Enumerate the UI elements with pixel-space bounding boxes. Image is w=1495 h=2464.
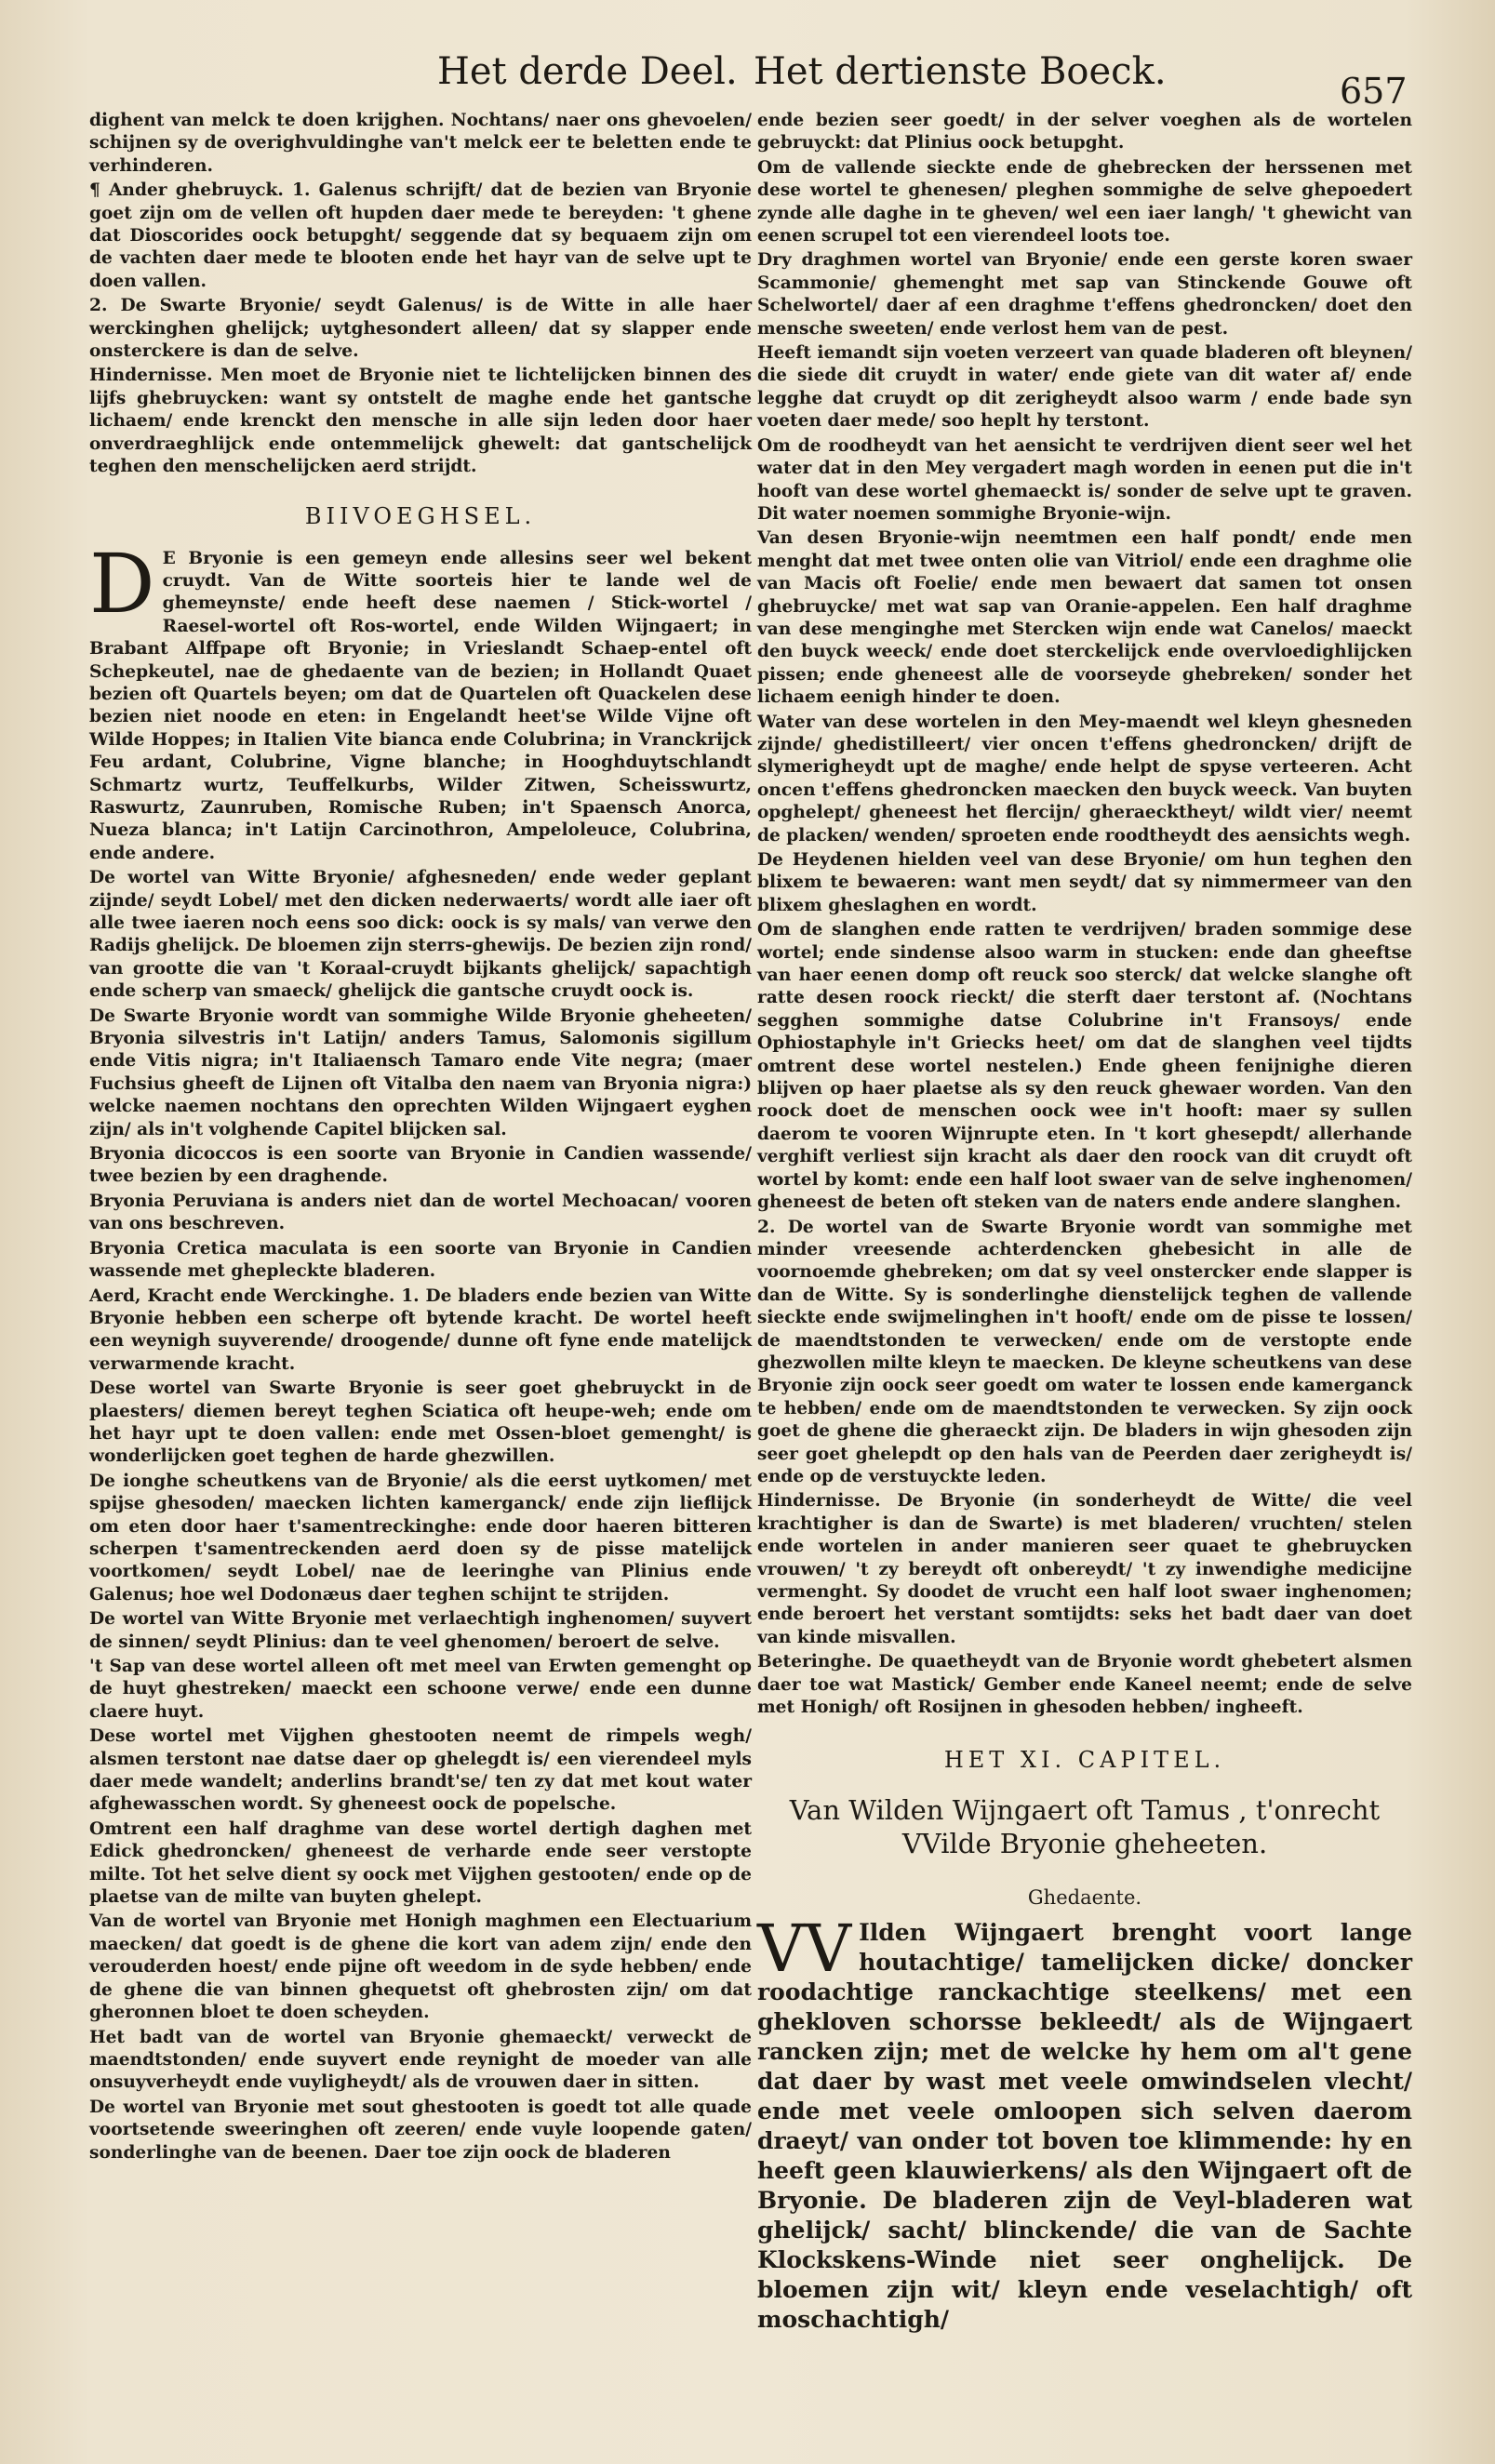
paragraph: Hindernisse. De Bryonie (in sonderheydt de Witte/ die veel krachtigher is dan de Swarte) is met bladeren/ vruchten/ stelen ende wortelen in ander manieren seer quaet te ghebruycken vrouwen/ 't zy bereydt oft onbereydt/ 't zy inwendighe medicijne vermenght. Sy doodet de vrucht een half loot swaer inghenomen; ende beroert het verstant somtijdts: seks het badt daer van doet van kinde misvallen. — [757, 1491, 1412, 1647]
paragraph: Aerd, Kracht ende Werckinghe. 1. De bladers ende bezien van Witte Bryonie hebben een scherpe oft bytende kracht. De wortel heeft een weynigh suyverende/ droogende/ dunne oft fyne ende matelijck verwarmende kracht. — [89, 1285, 752, 1374]
chapter-heading: HET XI. CAPITEL. — [943, 1747, 1226, 1774]
paragraph: De wortel van Bryonie met sout ghestooten is goedt tot alle quade voortsetende sweeringhen oft zeeren/ ende vuyle loopende gaten/ sonderlinghe van de beenen. Daer toe zijn oock de bladeren — [89, 2097, 752, 2163]
paragraph: 2. De wortel van de Swarte Bryonie wordt van sommighe met minder vreesende achterdencken ghebesicht in alle de voornoemde ghebreken; om dat sy veel onstercker ende slapper is dan de Witte. Sy is sonderlinghe dienstelijck teghen de vallende sieckte ende swijmelinghen in't hooft/ ende om de pisse te lossen/ de maendtstonden te verwecken/ ende om de verstopte ende ghezwollen milte kleyn te maecken. De kleyne scheutkens van dese Bryonie zijn oock seer goedt om water te lossen ende kamerganck te hebben/ ende om de maendtstonden te verwecken. Sy zijn oock goet de ghene die gheraeckt zijn. De bladers in wijn ghesoden zijn seer goet ghelepdt op den hals van de Peerden daer zerigheydt is/ ende op de verstuyckte leden. — [757, 1217, 1412, 1486]
paragraph: De Swarte Bryonie wordt van sommighe Wilde Bryonie gheheeten/ Bryonia silvestris in't Latijn/ anders Tamus, Salomonis sigillum ende Vitis nigra; in't Italiaensch Tamaro ende Vite negra; (maer Fuchsius gheeft de Lijnen oft Vitalba den naem van Bryonia nigra:) welcke naemen nochtans den oprechten Wilden Wijngaert eyghen zijn/ als in't volghende Capitel blijcken sal. — [89, 1006, 752, 1139]
section-subheading: Ghedaente. — [1027, 1886, 1142, 1910]
paragraph: 2. De Swarte Bryonie/ seydt Galenus/ is de Witte in alle haer werckinghen ghelijck; uytghesondert alleen/ dat sy slapper ende onsterckere is dan de selve. — [89, 296, 752, 362]
paragraph: Dese wortel met Vijghen ghestooten neemt de rimpels wegh/ alsmen terstont nae datse daer op ghelegdt is/ een vierendeel myls daer mede wandelt; anderlins brandt'se/ ten zy dat met kout water afghewasschen wordt. Sy gheneest oock de popelsche. — [89, 1726, 752, 1815]
paragraph: Dese wortel van Swarte Bryonie is seer goet ghebruyckt in de plaesters/ diemen bereyt teghen Sciatica oft heupe-weh; ende om het hayr upt te doen vallen: ende met Ossen-bloet gemenght/ is wonderlijcken goet teghen de harde ghezwillen. — [89, 1379, 752, 1467]
paragraph: Dry draghmen wortel van Bryonie/ ende een gerste koren swaer Scammonie/ ghemenght met sap van Stinckende Gouwe oft Schelwortel/ daer af een draghme t'effens ghedroncken/ doet den mensche sweeten/ ende verlost hem van de pest. — [757, 250, 1412, 339]
paragraph: Heeft iemandt sijn voeten verzeert van quade bladeren oft bleynen/ die siede dit cruydt in water/ ende giete van dit water af/ ende legghe dat cruydt op dit zerigheydt alsoo warm / ende bade syn voeten daer mede/ soo heplt hy terstont. — [757, 343, 1412, 432]
paragraph: Beteringhe. De quaetheydt van de Bryonie wordt ghebetert alsmen daer toe wat Mastick/ Gember ende Kaneel neemt; ende de selve met Honigh/ oft Rosijnen in ghesoden hebben/ ingheeft. — [757, 1652, 1412, 1718]
paragraph: dighent van melck te doen krijghen. Nochtans/ naer ons ghevoelen/ schijnen sy de overighvuldinghe van't melck eer te beletten ende te verhinderen. — [89, 111, 752, 176]
paragraph-text: E Bryonie is een gemeyn ende allesins seer wel bekent cruydt. Van de Witte soorteis hier te lande wel de ghemeynste/ ende heeft dese naemen / Stick-wortel / Raesel-wortel oft Ros-wortel, ende Wilden Wijngaert; in Brabant Alffpape oft Bryonie; in Vrieslandt Schaep-entel oft Schepkeutel, nae de ghedaente van de bezien; in Hollandt Quaet bezien oft Quartels beyen; om dat de Quartelen oft Quackelen dese bezien niet noode en eten: in Engelandt heet'se Wilde Vijne oft Wilde Hoppes; in Italien Vite bianca ende Colubrina; in Vranckrijck Feu ardant, Colubrine, Vigne blanche; in Hooghduytschlandt Schmartz wurtz, Teuffelkurbs, Wilder Zitwen, Scheisswurtz, Raswurtz, Zaunruben, Romische Ruben; in't Spaensch Anorca, Nueza blanca; in't Latijn Carcinothron, Ampeloleuce, Colubrina, ende andere. — [89, 548, 752, 863]
paragraph — [757, 1911, 1412, 2335]
paragraph: De wortel van Witte Bryonie met verlaechtigh inghenomen/ suyvert de sinnen/ seydt Plinius: dan te veel ghenomen/ beroert de selve. — [89, 1609, 752, 1652]
paragraph: Van de wortel van Bryonie met Honigh maghmen een Electuarium maecken/ dat goedt is de ghene die kort van adem zijn/ ende den verouderden hoest/ ende pijne oft weedom in de syde hebben/ ende de ghene die van binnen ghequetst oft ghebrosten zijn/ om dat gheronnen bloet te doen scheyden. — [89, 1911, 752, 2023]
paragraph: De wortel van Witte Bryonie/ afghesneden/ ende weder geplant zijnde/ seydt Lobel/ met den dicken nederwaerts/ wordt alle iaer oft alle twee iaeren noch eens soo dick: oock is sy mals/ van verwe den Radijs ghelijck. De bloemen zijn sterrs-ghewijs. De bezien zijn rond/ van grootte die van 't Koraal-cruydt bijkants ghelijck/ sapachtigh ende scherp van smaeck/ ghelijck die gantsche cruydt oock is. — [89, 868, 752, 1002]
chapter-subtitle-line: VVilde Bryonie gheheeten. — [901, 1828, 1268, 1860]
paragraph: Het badt van de wortel van Bryonie ghemaeckt/ verweckt de maendtstonden/ ende suyvert ende reynight de moeder van alle onsuyverheydt ende vuyligheydt/ als de vrouwen daer in sitten. — [89, 2027, 752, 2093]
chapter-subtitle-line: Van Wilden Wijngaert oft Tamus , t'onrecht — [789, 1794, 1381, 1827]
paragraph: Om de vallende sieckte ende de ghebrecken der herssenen met dese wortel te ghenesen/ pleghen sommighe de selve ghepoedert zynde alle daghe in te gheven/ wel een iaer langh/ 't ghewicht van eenen scrupel tot een vierendeel loots toe. — [757, 157, 1412, 246]
left-column — [89, 110, 752, 2166]
paragraph: Om de slanghen ende ratten te verdrijven/ braden sommige dese wortel; ende sindense alsoo warm in stucken: ende dan gheeftse van haer eenen domp oft reuck soo sterck/ dat welcke slanghe oft ratte desen roock rieckt/ die sterft daer terstont af. (Nochtans segghen sommighe datse Colubrine in't Fransoys/ ende Ophiostaphyle in't Griecks heet/ om dat de slanghen veel tijdts omtrent dese wortel nestelen.) Ende gheen fenijnighe dieren blijven op haer plaetse als sy den reuck ghewaer worden. Van den roock doet de menschen oock wee in't hooft: maer sy sullen daerom te vooren Wijnrupte eten. In 't kort ghesepdt/ allerhande verghift verliest sijn kracht als daer den roock van dit cruydt oft wortel by komt: ende een half loot swaer van de selve inghenomen/ gheneest de beten oft steken van de naters ende andere slanghen. — [757, 920, 1412, 1213]
drop-cap: D — [89, 535, 155, 632]
paragraph: De Heydenen hielden veel van dese Bryonie/ om hun teghen den blixem te bewaeren: want men seydt/ dat sy nimmermeer van den blixem gheslaghen en wordt. — [757, 850, 1412, 915]
chapter-subtitle — [757, 1793, 1412, 1860]
paragraph: ¶ Ander ghebruyck. 1. Galenus schrijft/ dat de bezien van Bryonie goet zijn om de vellen oft hupden daer mede te bereyden: 't ghene dat Dioscorides oock betupght/ seggende dat sy bequaem zijn om de vachten daer mede te blooten ende het hayr van de selve upt te doen vallen. — [89, 180, 752, 291]
paragraph — [89, 535, 752, 866]
paragraph: Van desen Bryonie-wijn neemtmen een half pondt/ ende men menght dat met twee onten olie van Vitriol/ ende een draghme olie van Macis oft Foelie/ ende men bewaert dat samen tot onsen ghebruycke/ met wat sap van Oranie-appelen. Een half draghme van dese menginghe met Stercken wijn ende wat Canelos/ maeckt den buyck weeck/ ende doet sterckelijck ende overvloedighlijcken pissen; ende gheneest alle de voorseyde ghebreken/ sonder het lichaem eenigh hinder te doen. — [757, 528, 1412, 708]
paragraph: De ionghe scheutkens van de Bryonie/ als die eerst uytkomen/ met spijse ghesoden/ maecken lichten kamerganck/ ende zijn lieflijck om eten door haer t'samentreckinghe: ende door haeren bitteren scherpen t'samentreckenden aerd doen sy de pisse matelijck voortkomen/ seydt Lobel/ nae de leeringhe van Plinius ende Galenus; hoe wel Dodonæus daer teghen schijnt te strijden. — [89, 1471, 752, 1605]
header-title-left: Het derde Deel. — [437, 50, 738, 93]
paragraph: 't Sap van dese wortel alleen oft met meel van Erwten gemenght op de huyt ghestreken/ maeckt een schoone verwe/ ende een dunne claere huyt. — [89, 1657, 752, 1722]
section-heading: BIIVOEGHSEL. — [304, 502, 537, 529]
paragraph: Om de roodheydt van het aensicht te verdrijven dient seer wel het water dat in den Mey vergadert magh worden in eenen put die in't hooft van dese wortel ghemaeckt is/ sonder de selve upt te graven. Dit water noemen sommighe Bryonie-wijn. — [757, 435, 1412, 524]
running-header — [0, 45, 1495, 110]
page-number: 657 — [1340, 71, 1408, 112]
header-title-right: Het dertienste Boeck. — [754, 50, 1167, 93]
paragraph: Water van dese wortelen in den Mey-maendt wel kleyn ghesneden zijnde/ ghedistilleert/ vier oncen t'effens ghedroncken/ drijft de slymerigheydt upt de maghe/ ende helpt de spyse verteeren. Acht oncen t'effens ghedroncken maecken den buyck weeck. Van buyten opghelept/ gheneest het flercijn/ gheraecktheyt/ wildt vier/ neemt de placken/ wenden/ sproeten ende roodtheydt des aensichts wegh. — [757, 712, 1412, 846]
right-column — [757, 110, 1412, 2337]
paragraph: Bryonia dicoccos is een soorte van Bryonie in Candien wassende/ twee bezien by een draghende. — [89, 1144, 752, 1187]
paragraph: ende bezien seer goedt/ in der selver voeghen als de wortelen gebruyckt: dat Plinius oock betupght. — [757, 111, 1412, 153]
paragraph: Hindernisse. Men moet de Bryonie niet te lichtelijcken binnen des lijfs ghebruycken: want sy ontstelt de maghe ende het gantsche lichaem/ ende krenckt den mensche in alle sijn leden door haer onverdraeghlijck ende ontemmelijck ghewelt: dat gantschelijck teghen den menschelijcken aerd strijdt. — [89, 366, 752, 477]
drop-cap: VV — [757, 1911, 852, 1988]
paragraph: Bryonia Peruviana is anders niet dan de wortel Mechoacan/ vooren van ons beschreven. — [89, 1191, 752, 1234]
paragraph-text: Ilden Wijngaert brenght voort lange houtachtige/ tamelijcken dicke/ doncker roodachtige ranckachtige steelkens/ met een ghekloven schorsse bekleedt/ als de Wijngaert rancken zijn; met de welcke hy hem om al't gene dat daer by wast met veele omwindselen vlecht/ ende met veele omloopen sich selven daerom draeyt/ van onder tot boven toe klimmende: hy en heeft geen klauwierkens/ als den Wijngaert oft de Bryonie. De bladeren zijn de Veyl-bladeren wat ghelijck/ sacht/ blinckende/ die van de Sachte Klockskens-Winde niet seer onghelijck. De bloemen zijn wit/ kleyn ende veselachtigh/ oft moschachtigh/ — [757, 1919, 1412, 2334]
paragraph: Omtrent een half draghme van dese wortel dertigh daghen met Edick ghedroncken/ gheneest de verharde ende seer verstopte milte. Tot het selve dient sy oock met Vijghen gestooten/ ende op de plaetse van de milte van buyten ghelept. — [89, 1818, 752, 1908]
paragraph: Bryonia Cretica maculata is een soorte van Bryonie in Candien wassende met ghepleckte bladeren. — [89, 1238, 752, 1282]
